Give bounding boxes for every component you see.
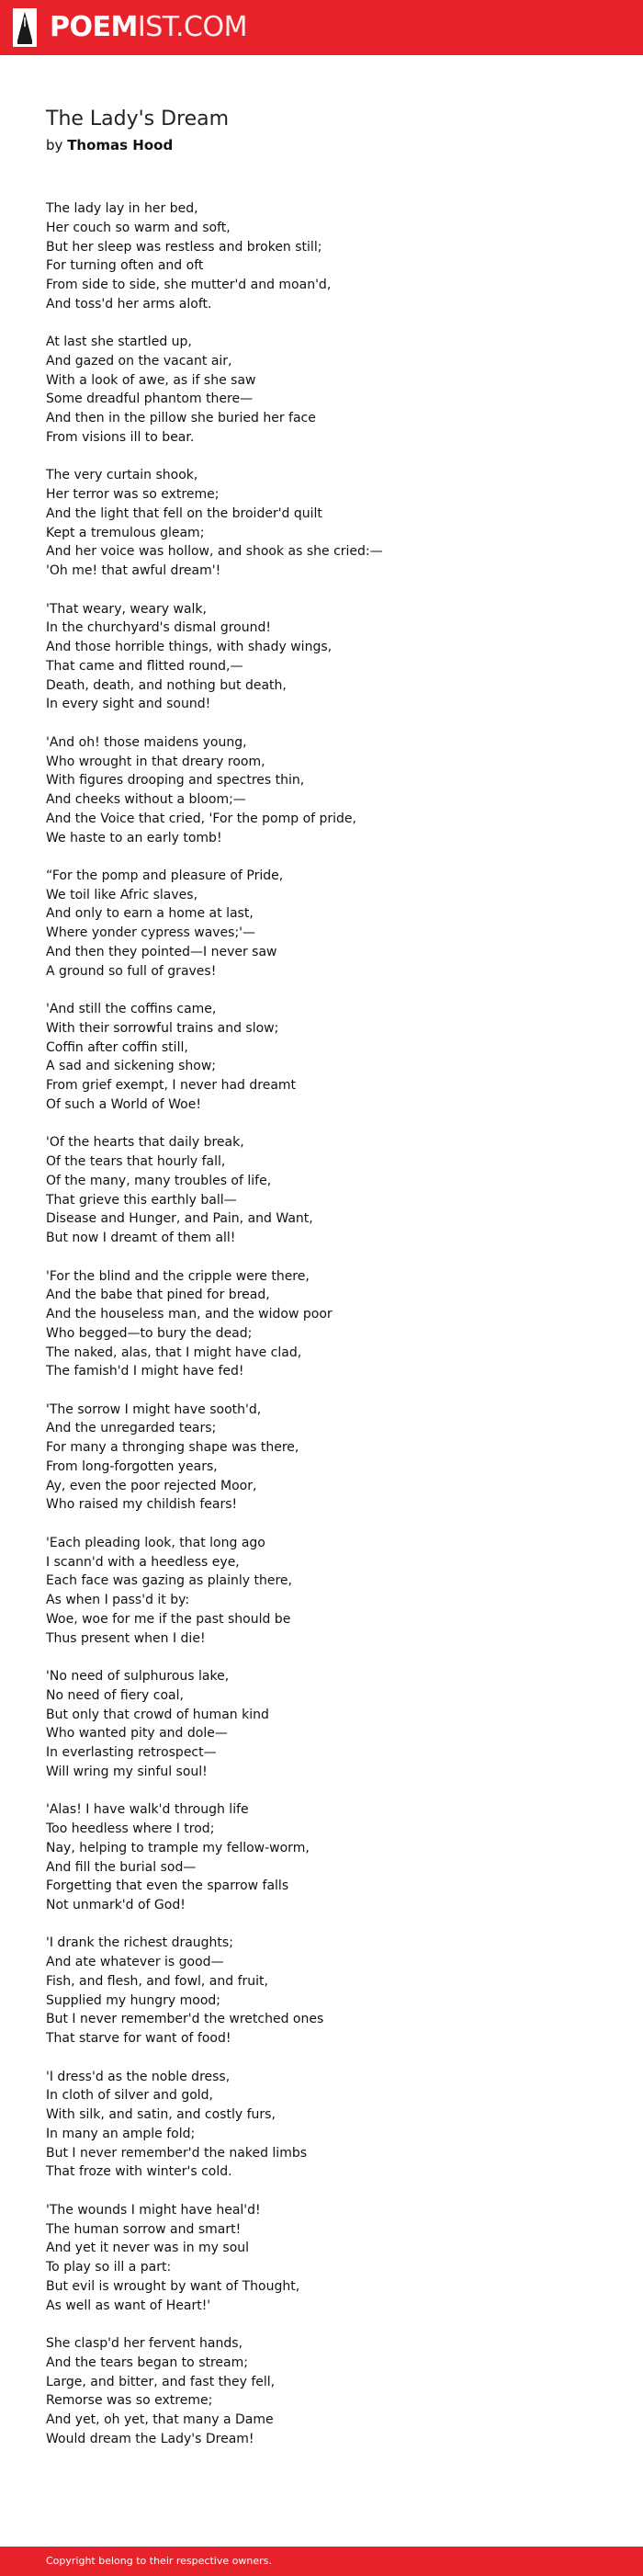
poem-line: Her terror was so extreme; — [46, 487, 220, 503]
poem-line: In everlasting retrospect— — [46, 1745, 217, 1761]
poem-line: At last she startled up, — [46, 335, 192, 350]
poem-line: And gazed on the vacant air, — [46, 353, 232, 369]
poem-line: Who raised my childish fears! — [46, 1497, 238, 1513]
poem-line: 'Each pleading look, that long ago — [46, 1535, 265, 1550]
poem-line: 'And oh! those maidens young, — [46, 734, 247, 750]
poem-line: Forgetting that even the sparrow falls — [46, 1878, 289, 1894]
poem-line: And only to earn a home at last, — [46, 906, 254, 922]
poem-stanza — [46, 2068, 615, 2183]
poem-line: Each face was gazing as plainly there, — [46, 1573, 292, 1589]
poem-line: We toil like Afric slaves, — [46, 887, 198, 902]
poem-line: That starve for want of food! — [46, 2031, 231, 2047]
poem-line: And yet, oh yet, that many a Dame — [46, 2412, 274, 2427]
poem-line: “For the pomp and pleasure of Pride, — [46, 868, 284, 883]
poem-line: 'Oh me! that awful dream'! — [46, 563, 221, 579]
poem-line: From long-forgotten years, — [46, 1458, 218, 1474]
poem-line: The famish'd I might have fed! — [46, 1364, 244, 1379]
footer-copyright: Copyright belong to their respective owners. — [46, 2555, 272, 2567]
poem-line: But now I dreamt of them all! — [46, 1231, 236, 1246]
poem-stanza — [46, 1000, 615, 1115]
poem-line: Of such a World of Woe! — [46, 1096, 201, 1112]
poem-line: 'The sorrow I might have sooth'd, — [46, 1401, 262, 1417]
poem-line: As when I pass'd it by: — [46, 1593, 190, 1608]
poem-line: Ay, even the poor rejected Moor, — [46, 1478, 257, 1493]
poem-stanza — [46, 733, 615, 848]
poem-line: And those horrible things, with shady wings, — [46, 640, 333, 655]
poem-line: And the houseless man, and the widow poor — [46, 1307, 333, 1322]
poem-line: And fill the burial sod— — [46, 1859, 197, 1875]
poem-line: In cloth of silver and gold, — [46, 2088, 214, 2104]
pencil-logo-icon — [13, 8, 37, 47]
poem-line: 'I dress'd as the noble dress, — [46, 2069, 231, 2084]
poem-stanza — [46, 1667, 615, 1782]
poem-line: Supplied my hungry mood; — [46, 1992, 221, 2008]
poem-stanza — [46, 867, 615, 982]
poem-line: As well as want of Heart!' — [46, 2298, 211, 2313]
poem-line: The naked, alas, that I might have clad, — [46, 1345, 302, 1360]
poem-line: Kept a tremulous gleam; — [46, 525, 205, 540]
poem-line: Where yonder cypress waves;'— — [46, 925, 256, 941]
poem-stanza — [46, 2201, 615, 2316]
poem-stanza — [46, 1401, 615, 1515]
wordmark-bold: POEM — [50, 11, 138, 43]
poem-line: Of the tears that hourly fall, — [46, 1154, 226, 1170]
byline-prefix: by — [46, 137, 63, 153]
poem-stanza — [46, 199, 615, 314]
poem-line: Coffin after coffin still, — [46, 1039, 188, 1055]
poem-line: Fish, and flesh, and fowl, and fruit, — [46, 1973, 268, 1989]
poem-line: Will wring my sinful soul! — [46, 1764, 208, 1779]
wordmark-light: IST.COM — [137, 11, 247, 43]
poem-line: Of the many, many troubles of life, — [46, 1173, 272, 1188]
poem-line: She clasp'd her fervent hands, — [46, 2336, 243, 2351]
poem-stanza — [46, 2334, 615, 2449]
poem-line: And the tears began to stream; — [46, 2355, 248, 2370]
poem-line: From side to side, she mutter'd and moan'd, — [46, 278, 332, 292]
poem-line: Thus present when I die! — [46, 1630, 206, 1646]
author-link[interactable]: Thomas Hood — [67, 137, 174, 153]
poem-byline — [46, 135, 173, 155]
poem-line: Nay, helping to trample my fellow-worm, — [46, 1840, 310, 1855]
poem-line: We haste to an early tomb! — [46, 830, 222, 845]
poem-stanza — [46, 600, 615, 715]
poem-line: And the Voice that cried, 'For the pomp of pride, — [46, 811, 356, 826]
poem-line: That grieve this earthly ball— — [46, 1192, 237, 1208]
poem-line: That froze with winter's cold. — [46, 2164, 232, 2180]
poem-line: And the unregarded tears; — [46, 1421, 217, 1436]
poem-line: From grief exempt, I never had dreamt — [46, 1078, 297, 1094]
poem-line: 'The wounds I might have heal'd! — [46, 2202, 261, 2218]
poem-line: A ground so full of graves! — [46, 963, 217, 979]
poem-line: Too heedless where I trod; — [46, 1821, 215, 1836]
poem-line: And ate whatever is good— — [46, 1955, 224, 1970]
poem-line: In many an ample fold; — [46, 2126, 196, 2141]
poem-line: But only that crowd of human kind — [46, 1707, 269, 1722]
poem-line: But her sleep was restless and broken still; — [46, 239, 322, 255]
poem-line: Remorse was so extreme; — [46, 2393, 213, 2409]
poem-stanza — [46, 1934, 615, 2048]
poem-line: And then in the pillow she buried her face — [46, 411, 316, 426]
poem-line: Some dreadful phantom there— — [46, 392, 254, 407]
poem-line: Not unmark'd of God! — [46, 1898, 186, 1912]
poem-line: To play so ill a part: — [46, 2260, 172, 2275]
poem-line: From visions ill to bear. — [46, 429, 195, 445]
poem-line: And toss'd her arms aloft. — [46, 296, 212, 312]
poem-stanza — [46, 466, 615, 581]
poem-line: In every sight and sound! — [46, 697, 211, 712]
poem-line: And yet it never was in my soul — [46, 2241, 250, 2256]
poem-line: And the babe that pined for bread, — [46, 1288, 270, 1303]
poem-line: For many a thronging shape was there, — [46, 1440, 299, 1456]
poem-line: 'No need of sulphurous lake, — [46, 1669, 230, 1685]
poem-line: And then they pointed—I never saw — [46, 944, 277, 959]
site-footer — [0, 2547, 643, 2576]
poem-line: Would dream the Lady's Dream! — [46, 2431, 254, 2446]
poem-line: Who wrought in that dreary room, — [46, 754, 265, 769]
poem-line: Who wanted pity and dole— — [46, 1726, 228, 1742]
poem-stanza — [46, 1133, 615, 1248]
poem-line: 'And still the coffins came, — [46, 1002, 217, 1017]
poem-line: Death, death, and nothing but death, — [46, 677, 287, 693]
poem-line: With silk, and satin, and costly furs, — [46, 2107, 276, 2123]
site-logo[interactable] — [13, 8, 247, 47]
poem-line: That came and flitted round,— — [46, 658, 243, 674]
poem-line: And the light that fell on the broider'd quilt — [46, 505, 322, 521]
poem-title: The Lady's Dream — [46, 108, 230, 131]
site-wordmark — [50, 8, 247, 47]
poem-line: The human sorrow and smart! — [46, 2221, 242, 2237]
poem-line: With their sorrowful trains and slow; — [46, 1020, 279, 1036]
site-header — [0, 0, 643, 55]
poem-line: And cheeks without a bloom;— — [46, 792, 246, 807]
poem-stanza — [46, 1267, 615, 1382]
poem-stanza — [46, 1534, 615, 1649]
poem-line: 'That weary, weary walk, — [46, 601, 207, 617]
poem-line: In the churchyard's dismal ground! — [46, 620, 271, 636]
poem-line: But I never remember'd the wretched ones — [46, 2012, 324, 2027]
poem-stanza — [46, 1800, 615, 1915]
poem-line: Disease and Hunger, and Pain, and Want, — [46, 1211, 313, 1227]
poem-line: I scann'd with a heedless eye, — [46, 1554, 240, 1570]
poem-line: The very curtain shook, — [46, 468, 198, 483]
poem-line: With figures drooping and spectres thin, — [46, 773, 305, 789]
poem-line: With a look of awe, as if she saw — [46, 372, 256, 388]
poem-line: And her voice was hollow, and shook as she cried:— — [46, 544, 383, 560]
poem-line: No need of fiery coal, — [46, 1687, 184, 1703]
poem-body — [46, 199, 615, 2468]
poem-line: 'Of the hearts that daily break, — [46, 1135, 244, 1151]
poem-line: A sad and sickening show; — [46, 1059, 217, 1074]
poem-line: But I never remember'd the naked limbs — [46, 2145, 308, 2161]
poem-line: 'I drank the richest draughts; — [46, 1935, 233, 1951]
poem-line: 'Alas! I have walk'd through life — [46, 1802, 249, 1818]
poem-line: Woe, woe for me if the past should be — [46, 1611, 291, 1627]
poem-line: Who begged—to bury the dead; — [46, 1325, 253, 1341]
poem-line: For turning often and oft — [46, 258, 204, 274]
poem-line: Her couch so warm and soft, — [46, 220, 231, 235]
poem-line: 'For the blind and the cripple were there, — [46, 1268, 310, 1284]
poem-stanza — [46, 333, 615, 448]
poem-line: But evil is wrought by want of Thought, — [46, 2278, 300, 2294]
poem-line: The lady lay in her bed, — [46, 201, 198, 216]
poem-line: Large, and bitter, and fast they fell, — [46, 2374, 276, 2389]
